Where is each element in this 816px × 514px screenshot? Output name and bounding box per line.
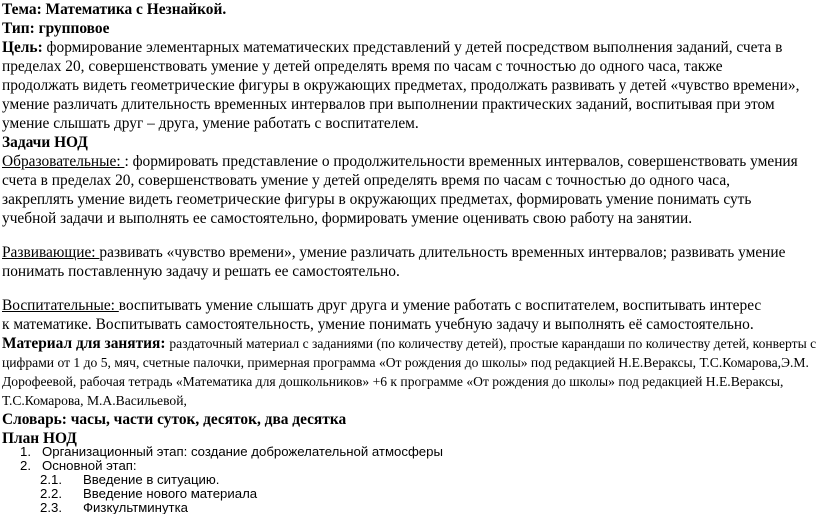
type-line: Тип: групповое <box>2 20 110 37</box>
goal-text-1: формирование элементарных математических представлений у детей посредством выполнения заданий, счета в <box>42 39 783 56</box>
educational-label: Образовательные: <box>2 153 125 170</box>
plan-item-2 <box>20 458 137 473</box>
developing-line-1 <box>2 243 785 262</box>
materials-line-1 <box>2 334 816 353</box>
developing-line-2: понимать поставленную задачу и решать ее самостоятельно. <box>2 263 400 280</box>
topic-line: Тема: Математика с Незнайкой. <box>2 1 227 18</box>
plan-subitem-2 <box>40 486 257 501</box>
plan-heading: План НОД <box>2 430 77 447</box>
goal-line-4: умение различать длительность временных интервалов при выполнении практических заданий, воспитывая при этом <box>2 96 775 113</box>
plan-subitem-3 <box>40 500 188 514</box>
educational-text-1: : формировать представление о продолжительности временных интервалов, совершенствовать умения <box>124 153 798 170</box>
plan-subitem-3-text: Физкультминутка <box>83 500 188 514</box>
materials-line-2: цифрами от 1 до 5, мяч, счетные палочки, примерная программа «От рождения до школы» под редакцией Н.Е.Вераксы, Т.С.Комарова,Э.М. <box>2 355 809 370</box>
plan-item-1 <box>20 444 443 459</box>
plan-subitem-3-number: 2.3. <box>40 500 62 514</box>
goal-line-3: продолжать видеть геометрические фигуры в окружающих предметах, продолжать развивать у детей «чувство времени», <box>2 77 800 94</box>
vocabulary-line: Словарь: часы, части суток, десяток, два десятка <box>2 411 347 428</box>
plan-subitem-1 <box>40 472 219 487</box>
developing-label: Развивающие: <box>2 244 100 261</box>
goal-line-2: пределах 20, совершенствовать умение у детей определять время по часам с точностью до одного часа, также <box>2 58 723 75</box>
educational-line-2: счета в пределах 20, совершенствовать умение у детей определять время по часам с точностью до одного часа, <box>2 172 730 189</box>
plan-item-2-text: Основной этап: <box>42 458 137 473</box>
educational-line-3: закреплять умение видеть геометрические фигуры в окружающих предметах, формировать умение понимать суть <box>2 191 752 208</box>
plan-subitem-1-number: 2.1. <box>40 472 62 487</box>
materials-line-3: Дорофеевой, рабочая тетрадь «Математика для дошкольников» +6 к программе «От рождения до школы» под редакцией Н.Е.Вераксы, <box>2 374 784 389</box>
goal-label: Цель: <box>2 39 43 56</box>
materials-label: Материал для занятия: <box>2 335 170 352</box>
upbringing-label: Воспитательные: <box>2 297 119 314</box>
materials-line-4: Т.С.Комарова, М.А.Васильевой, <box>2 393 187 408</box>
upbringing-line-1 <box>2 296 761 315</box>
plan-item-2-number: 2. <box>20 458 31 473</box>
plan-subitem-2-text: Введение нового материала <box>83 486 258 501</box>
plan-subitem-1-text: Введение в ситуацию. <box>83 472 220 487</box>
developing-text-1: развивать «чувство времени», умение различать длительность временных интервалов; развивать умение <box>99 244 786 261</box>
plan-item-1-text: Организационный этап: создание доброжелательной атмосферы <box>42 444 443 459</box>
educational-line-4: учебной задачи и выполнять ее самостоятельно, формировать умение оценивать свою работу на занятии. <box>2 210 693 227</box>
tasks-heading: Задачи НОД <box>2 134 88 151</box>
goal-line-5: умение слышать друг – друга, умение работать с воспитателем. <box>2 115 419 132</box>
upbringing-line-2: к математике. Воспитывать самостоятельность, умение понимать учебную задачу и выполнять её самостоятельно. <box>2 316 754 333</box>
plan-item-1-number: 1. <box>20 444 31 459</box>
plan-subitem-2-number: 2.2. <box>40 486 62 501</box>
goal-line-1 <box>2 38 782 57</box>
upbringing-text-1: воспитывать умение слышать друг друга и умение работать с воспитателем, воспитывать интерес <box>118 297 762 314</box>
educational-line-1 <box>2 152 798 171</box>
materials-text-1: раздаточный материал с заданиями (по количеству детей), простые карандаши по количеству детей, конверты с <box>169 336 816 351</box>
